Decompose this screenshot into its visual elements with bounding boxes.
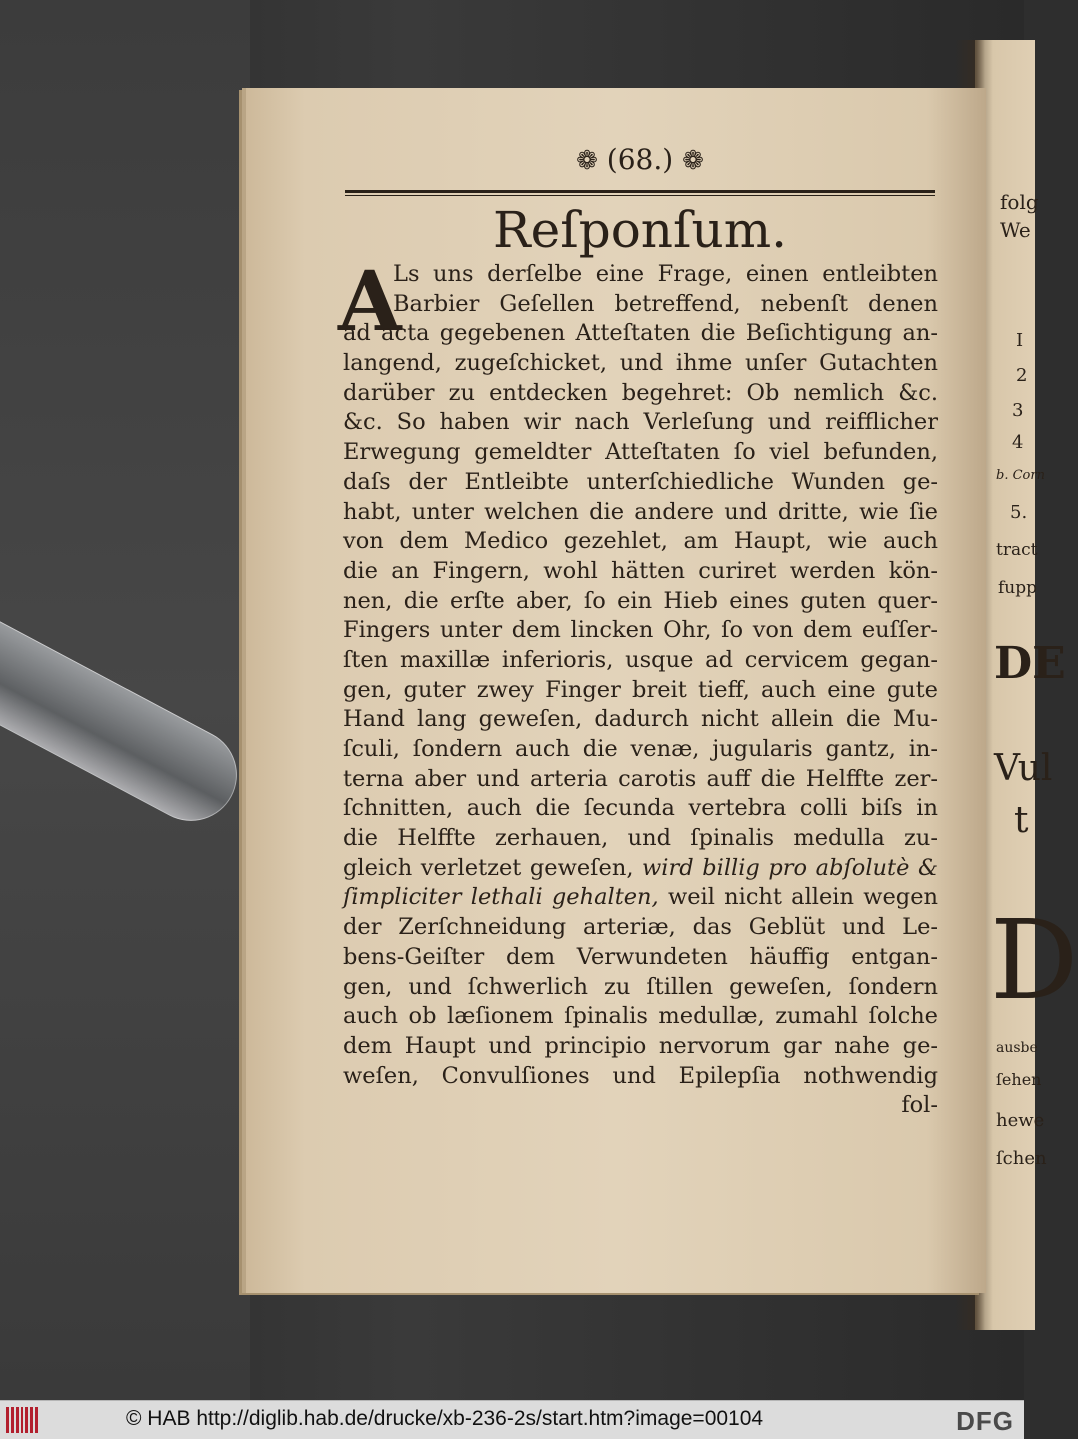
text-line: der Zerſchneidung arteriæ, das Geblüt und Le-	[343, 914, 938, 941]
text-line: daſs der Entleibte unterſchiedliche Wunden ge-	[343, 468, 938, 495]
ornament-right-icon: ❁	[682, 146, 704, 176]
right-page-fragment: Vul	[994, 748, 1053, 789]
right-page-fragment: DE	[994, 638, 1066, 689]
text-line-mixed	[343, 854, 938, 884]
right-page-fragment: 3	[1012, 400, 1024, 421]
right-page-fragment: b. Corn	[996, 468, 1045, 483]
right-page-fragment: ſehen	[996, 1070, 1042, 1089]
footer-bar	[0, 1400, 1024, 1439]
text-span: weil nicht allein wegen	[667, 884, 939, 911]
page-number-text: (68.)	[606, 143, 674, 176]
ornament-left-icon: ❁	[576, 146, 598, 176]
page-heading: Reſponſum.	[492, 201, 788, 259]
text-line: habt, unter welchen die andere und dritte, wie ſie	[343, 498, 938, 525]
text-line: Barbier Geſellen betreffend, nebenſt denen	[393, 290, 938, 317]
italic-span: ſimpliciter lethali gehalten,	[343, 884, 659, 911]
catchword: fol-	[901, 1092, 938, 1119]
text-line-mixed	[343, 883, 938, 913]
text-line: gen, und ſchwerlich zu ſtillen geweſen, ſondern	[343, 973, 938, 1000]
text-line: von dem Medico gezehlet, am Haupt, wie auch	[343, 528, 938, 555]
right-page-fragment: D	[990, 896, 1078, 1024]
italic-span: wird billig pro abſolutè &	[642, 854, 938, 881]
dfg-logo: DFG	[956, 1406, 1014, 1436]
text-line: ſchnitten, auch die ſecunda vertebra colli biſs in	[343, 795, 938, 822]
text-line: gen, guter zwey Finger breit tieff, auch eine gute	[343, 676, 938, 703]
text-line: langend, zugeſchicket, und ihme unſer Gutachten	[343, 350, 938, 377]
text-line: darüber zu entdecken begehret: Ob nemlich &c.	[343, 379, 938, 406]
header-rule-thin	[345, 195, 935, 196]
text-line: Fingers unter dem lincken Ohr, ſo von dem euſſer-	[343, 617, 938, 644]
text-line: die an Fingern, wohl hätten curiret werden kön-	[343, 557, 938, 584]
text-line: ſculi, ſondern auch die venæ, jugularis gantz, in-	[343, 736, 938, 762]
text-line: Erwegung gemeldter Atteſtaten ſo viel befunden,	[343, 439, 938, 466]
page-number	[560, 143, 720, 176]
text-line: weſen, Convulſiones und Epilepſia nothwendig	[343, 1062, 938, 1089]
hab-logo-icon	[6, 1407, 38, 1433]
text-line: ſten maxillæ inferioris, usque ad cervicem gegan-	[343, 646, 938, 673]
header-rule	[345, 190, 935, 193]
right-page-fragment: ausbe	[996, 1040, 1038, 1056]
text-line: terna aber und arteria carotis auff die Helffte zer-	[343, 765, 938, 792]
text-line: Ls uns derſelbe eine Frage, einen entleibten	[393, 261, 938, 287]
text-line: ad acta gegebenen Atteſtaten die Beſichtigung an-	[343, 320, 938, 347]
text-line: auch ob læſionem ſpinalis medullæ, zumahl ſolche	[343, 1003, 938, 1030]
right-page-fragment: 5.	[1010, 502, 1028, 523]
text-line: die Helffte zerhauen, und ſpinalis medulla zu-	[343, 825, 938, 852]
text-line: Hand lang geweſen, dadurch nicht allein die Mu-	[343, 706, 938, 733]
copyright-text: © HAB http://diglib.hab.de/drucke/xb-236-2s/start.htm?image=00104	[126, 1407, 764, 1430]
drop-cap: A	[338, 254, 402, 350]
text-line: &c. So haben wir nach Verleſung und reifflicher	[343, 409, 938, 436]
right-page-fragment: t	[1014, 800, 1029, 841]
right-page-fragment: 4	[1012, 432, 1024, 453]
right-page-fragment: fupp	[998, 578, 1038, 598]
text-line: bens-Geiſter dem Verwundeten häuffig entgan-	[343, 943, 938, 970]
body-text	[343, 260, 938, 1121]
text-span: gleich verletzet geweſen,	[343, 854, 634, 881]
right-page-fragment: tract	[996, 540, 1038, 560]
text-line: dem Haupt und principio nervorum gar nahe ge-	[343, 1032, 938, 1059]
right-page-fragment: hewe	[996, 1110, 1045, 1131]
right-page-fragment: 2	[1016, 365, 1028, 386]
right-page-fragment: ſchen	[996, 1148, 1047, 1169]
text-line: nen, die erſte aber, ſo ein Hieb eines guten quer-	[343, 587, 938, 614]
right-page-fragment: I	[1016, 330, 1024, 351]
right-page-fragment: We	[1000, 218, 1031, 242]
right-page-fragment: folg	[1000, 190, 1039, 214]
